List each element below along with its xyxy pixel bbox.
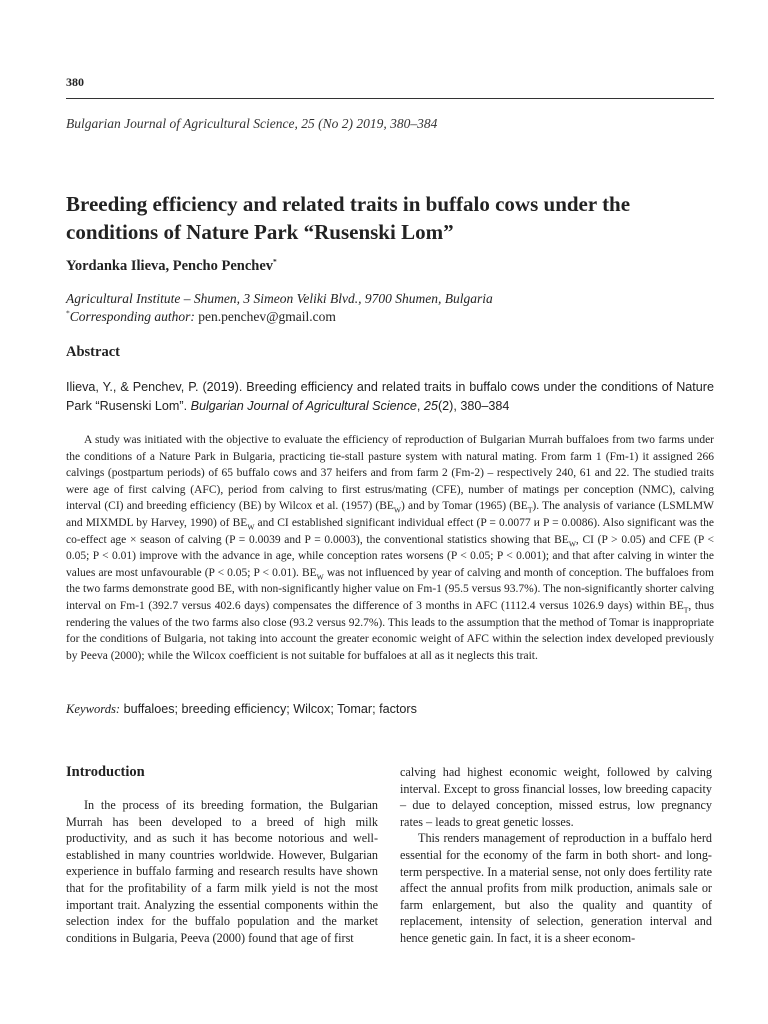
abstract-heading: Abstract bbox=[66, 344, 120, 360]
abstract-part: ) and by Tomar (1965) (BE bbox=[401, 500, 528, 513]
citation-separator: , bbox=[416, 399, 424, 413]
intro-paragraph: This renders management of reproduction in a buffalo herd essential for the economy of the farm in both short- and long-term perspective. In a material sense, not only does fertility rate affect the annual profits from milk production, animals sale or farm enlargement, but also the quality and quantity of replacement, intensity of selection, generation interval and hence genetic gain. In fact, it is a sheer econom- bbox=[400, 831, 712, 945]
abstract-part: ). The analysis of variance (LSMLMW and MIXMDL by Harvey, 1990) of BE bbox=[66, 500, 715, 529]
keywords bbox=[66, 702, 714, 717]
citation-text: Ilieva, Y., & Penchev, P. (2019). Breeding efficiency and related traits in buffalo cows under the conditions of Nature Park “Rusenski Lom”. bbox=[66, 380, 714, 413]
abstract-part: was not influenced by year of calving and month of conception. The buffaloes from the two farms demonstrate good BE, with non-significantly higher value on Fm-1 (95.5 versus 93.7%). The non-significantly shorter calving interval on Fm-1 (392.7 versus 402.6 days) compensates the difference of 3 months in AFC (1112.4 versus 1026.9 days) within BE bbox=[66, 566, 714, 612]
citation-volume: 25 bbox=[423, 399, 438, 413]
keywords-label: Keywords: bbox=[66, 702, 121, 716]
citation-pages: (2), 380–384 bbox=[437, 399, 510, 413]
intro-paragraph: In the process of its breeding formation, the Bulgarian Murrah has been developed to a breed of high milk productivity, and as such it has become notorious and well-established in many countries worldwide. However, Bulgarian experience in buffalo farming and research results have shown that for the profitability of a farm milk yield is not the most important trait. Analyzing the essential components within the selection index for the buffalo population and the market conditions in Bulgaria, Peeva (2000) found that age of first bbox=[66, 798, 378, 945]
authors bbox=[66, 258, 277, 275]
right-column bbox=[400, 764, 712, 947]
subscript-w: W bbox=[247, 522, 255, 532]
corresponding-marker: * bbox=[66, 308, 70, 318]
subscript-w: W bbox=[316, 572, 324, 582]
abstract-part: , thus rendering the values of the two farms also close (93.2 versus 92.7%). This leads to the assumption that the method of Tomar is inappropriate for the conditions of Bulgaria, not taking into account the greater economic weight of AFC within the selection index developed previously by Peeva (2000); while the Wilcox coefficient is not suitable for buffaloes at all as it neglects this trait. bbox=[66, 599, 714, 662]
abstract-text bbox=[66, 432, 714, 664]
paper-title: Breeding efficiency and related traits in buffalo cows under the conditions of Nature Park “Rusenski Lom” bbox=[66, 192, 631, 244]
recommended-citation bbox=[66, 378, 714, 416]
journal-citation: Bulgarian Journal of Agricultural Science, 25 (No 2) 2019, 380–384 bbox=[66, 116, 438, 131]
intro-paragraph-continued: calving had highest economic weight, followed by calving interval. Except to gross financial losses, low breeding capacity – due to delayed conception, missed estrus, low pregnancy rates – leads to great genetic losses. bbox=[400, 765, 712, 829]
keywords-text: buffaloes; breeding efficiency; Wilcox; Tomar; factors bbox=[120, 702, 417, 716]
left-column bbox=[66, 797, 378, 946]
subscript-t: T bbox=[527, 505, 533, 515]
author-names: Yordanka Ilieva, Pencho Penchev bbox=[66, 258, 274, 274]
abstract-part: , CI (P > 0.05) and CFE (P < 0.05; P < 0.01) improve with the advance in age, while conception rates worsens (P < 0.05; P < 0.001); and that after calving in winter the values are most unfavourable (P < 0.05; P < 0.01). BE bbox=[66, 533, 714, 579]
subscript-t: T bbox=[683, 605, 689, 615]
author-marker: * bbox=[273, 257, 277, 267]
affiliation bbox=[66, 290, 714, 326]
corresponding-author bbox=[66, 308, 714, 326]
corresponding-label: Corresponding author: bbox=[69, 309, 195, 324]
subscript-w: W bbox=[393, 505, 401, 515]
citation-journal: Bulgarian Journal of Agricultural Science bbox=[190, 399, 417, 413]
header-rule bbox=[66, 98, 714, 99]
page-number: 380 bbox=[66, 75, 84, 89]
introduction-heading: Introduction bbox=[66, 764, 145, 780]
subscript-w: W bbox=[568, 538, 576, 548]
corresponding-email: pen.penchev@gmail.com bbox=[198, 309, 336, 324]
institute-address: Agricultural Institute – Shumen, 3 Simeon Veliki Blvd., 9700 Shumen, Bulgaria bbox=[66, 291, 493, 306]
abstract-part: A study was initiated with the objective to evaluate the efficiency of reproduction of Bulgarian Murrah buffaloes from two farms under the conditions of a Nature Park in Bulgaria, practicing tie-stall pasture system with natural mating. From farm 1 (Fm-1) it assigned 266 calvings (postpartum periods) of 65 buffalo cows and 37 heifers and from farm 2 (Fm-2) – respectively 240, 61 and 22. The studied traits were age of first calving (AFC), period from calving to first estrus/mating (CFE), number of matings per conception (NMC), calving interval (CI) and breeding efficiency (BE) by Wilcox et al. (1957) (BE bbox=[66, 434, 714, 513]
abstract-part: and CI established significant individual effect (P = 0.0077 и P = 0.0086). Also significant was the co-effect age × season of calving (P = 0.0039 and P = 0.0003), the conventional statistics showing that BE bbox=[66, 516, 714, 546]
